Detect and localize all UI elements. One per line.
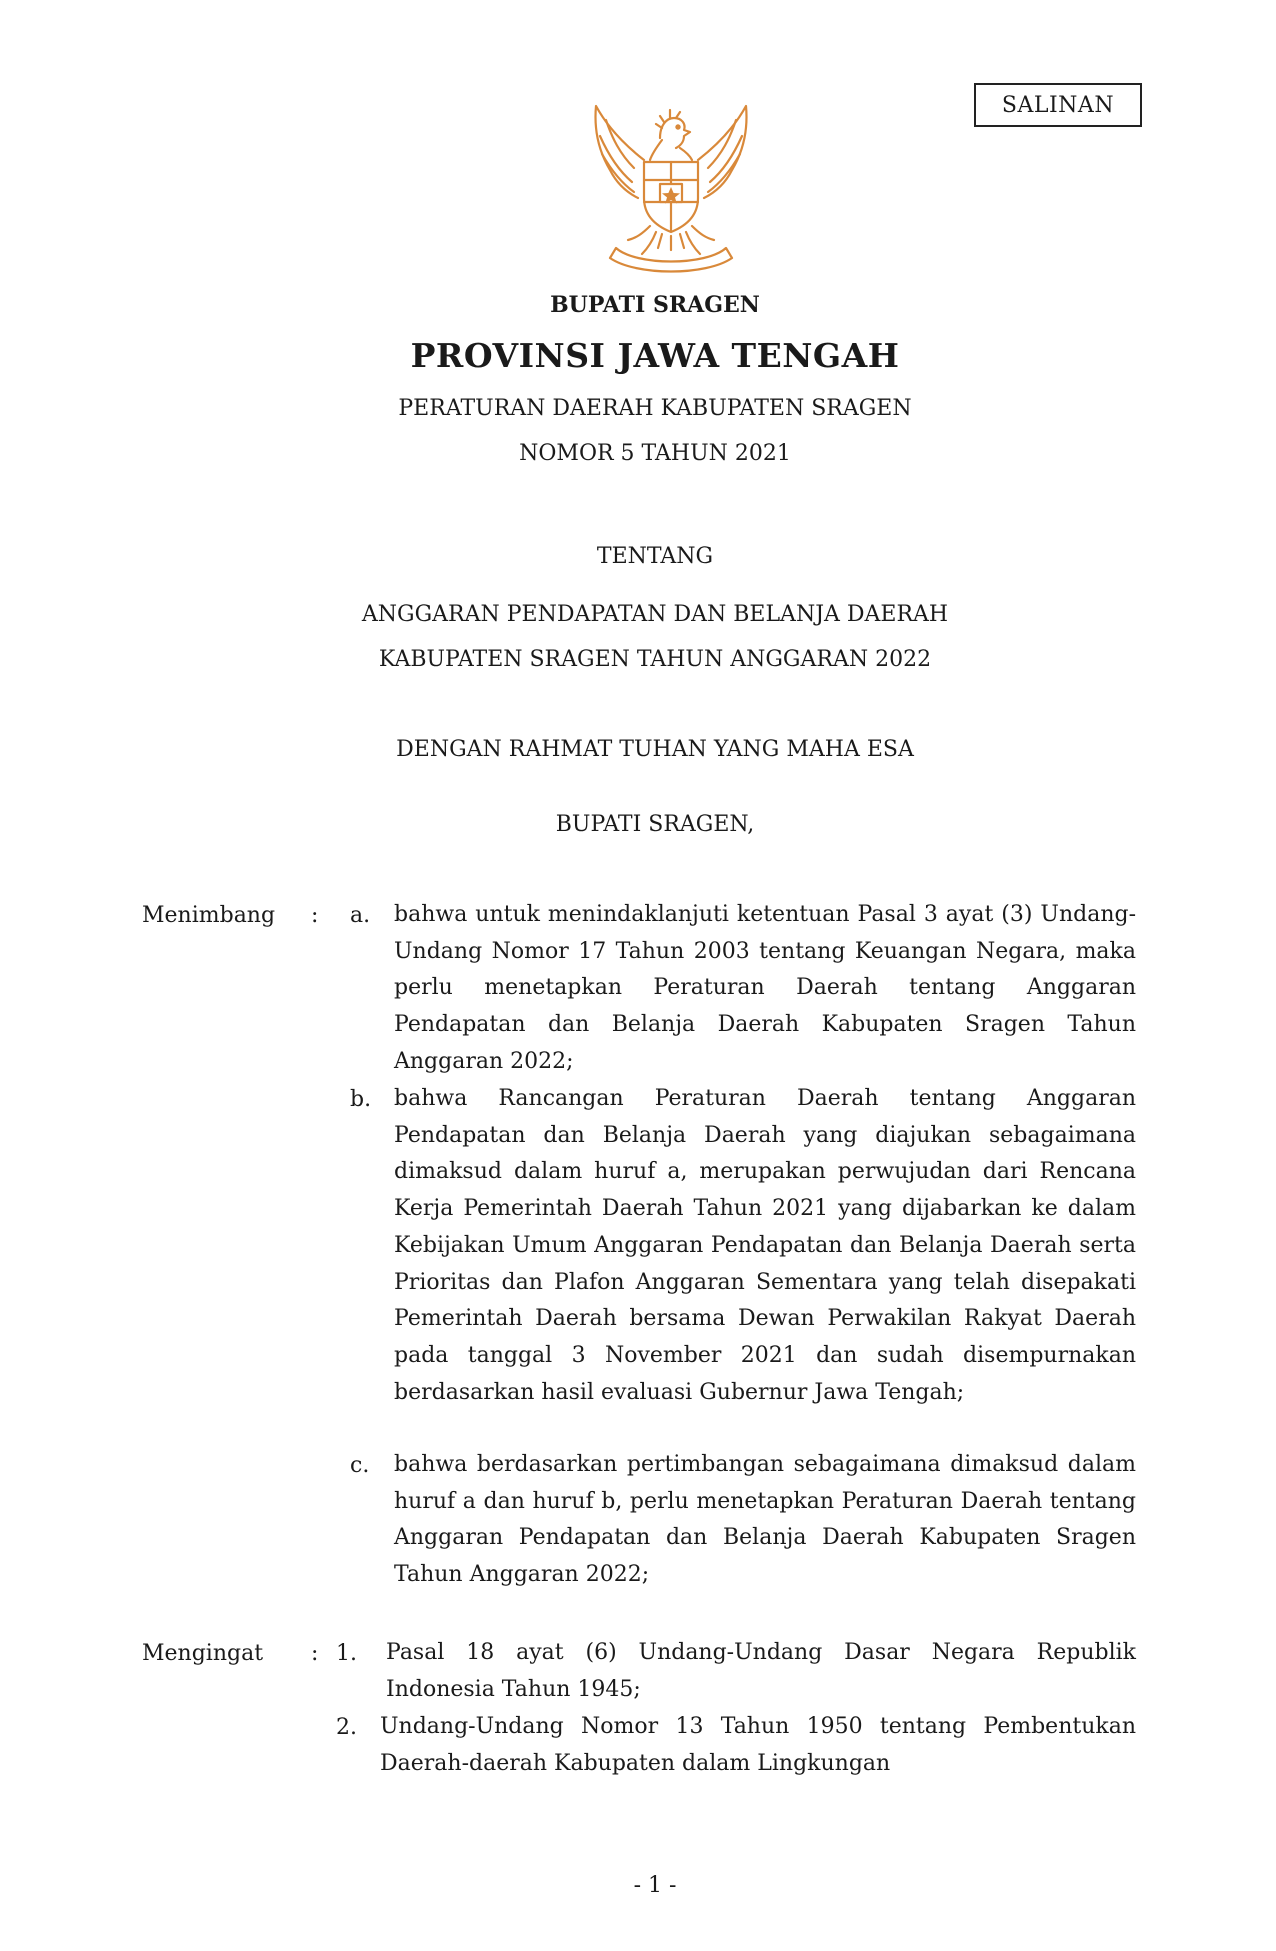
menimbang-item-text: bahwa Rancangan Peraturan Daerah tentang Anggaran Pendapatan dan Belanja Daerah yang diajukan sebagaimana dimaksud dalam huruf a, merupakan perwujudan dari Rencana Kerja Pemerintah Daerah Tahun 2021 yang dijabarkan ke dalam Kebijakan Umum Anggaran Pendapatan dan Belanja Daerah serta Prioritas dan Plafon Anggaran Sementara yang telah disepakati Pemerintah Daerah bersama Dewan Perwakilan Rakyat Daerah pada tanggal 3 November 2021 dan sudah disempurnakan berdasarkan hasil evaluasi Gubernur Jawa Tengah; [394, 1086, 1136, 1405]
menimbang-item-mark: a. [350, 903, 371, 928]
menimbang-label: Menimbang [142, 903, 276, 928]
mengingat-item-mark: 1. [336, 1641, 357, 1666]
tentang-label: TENTANG [596, 544, 714, 569]
mengingat-item-mark: 2. [336, 1715, 357, 1740]
regulation-title-line-1: ANGGARAN PENDAPATAN DAN BELANJA DAERAH [361, 602, 949, 627]
regulation-type: PERATURAN DAERAH KABUPATEN SRAGEN [398, 396, 912, 421]
page-number: - 1 - [633, 1873, 677, 1898]
mengingat-colon: : [311, 1641, 319, 1666]
menimbang-item-mark: b. [350, 1087, 372, 1112]
mengingat-label: Mengingat [142, 1641, 264, 1666]
menimbang-item-text: bahwa berdasarkan pertimbangan sebagaimana dimaksud dalam huruf a dan huruf b, perlu menetapkan Peraturan Daerah tentang Anggaran Pendapatan dan Belanja Daerah Kabupaten Sragen Tahun Anggaran 2022; [394, 1452, 1136, 1588]
preamble-bupati: BUPATI SRAGEN, [555, 812, 755, 837]
garuda-pancasila-emblem-icon [586, 98, 756, 278]
regulation-number: NOMOR 5 TAHUN 2021 [519, 441, 791, 466]
menimbang-item-mark: c. [350, 1453, 370, 1478]
issuer-heading: BUPATI SRAGEN [550, 292, 760, 318]
regulation-title-line-2: KABUPATEN SRAGEN TAHUN ANGGARAN 2022 [378, 647, 932, 672]
menimbang-item-text: bahwa untuk menindaklanjuti ketentuan Pasal 3 ayat (3) Undang-Undang Nomor 17 Tahun 2003 tentang Keuangan Negara, maka perlu menetapkan Peraturan Daerah tentang Anggaran Pendapatan dan Belanja Daerah Kabupaten Sragen Tahun Anggaran 2022; [394, 902, 1136, 1074]
menimbang-colon: : [311, 903, 319, 928]
salinan-stamp: SALINAN [974, 83, 1142, 127]
province-heading: PROVINSI JAWA TENGAH [410, 336, 900, 375]
mengingat-item-text: Undang-Undang Nomor 13 Tahun 1950 tentang Pembentukan Daerah-daerah Kabupaten dalam Lingkungan [380, 1714, 1136, 1776]
preamble-rahmat: DENGAN RAHMAT TUHAN YANG MAHA ESA [396, 737, 914, 762]
mengingat-item-text: Pasal 18 ayat (6) Undang-Undang Dasar Negara Republik Indonesia Tahun 1945; [386, 1640, 1136, 1702]
